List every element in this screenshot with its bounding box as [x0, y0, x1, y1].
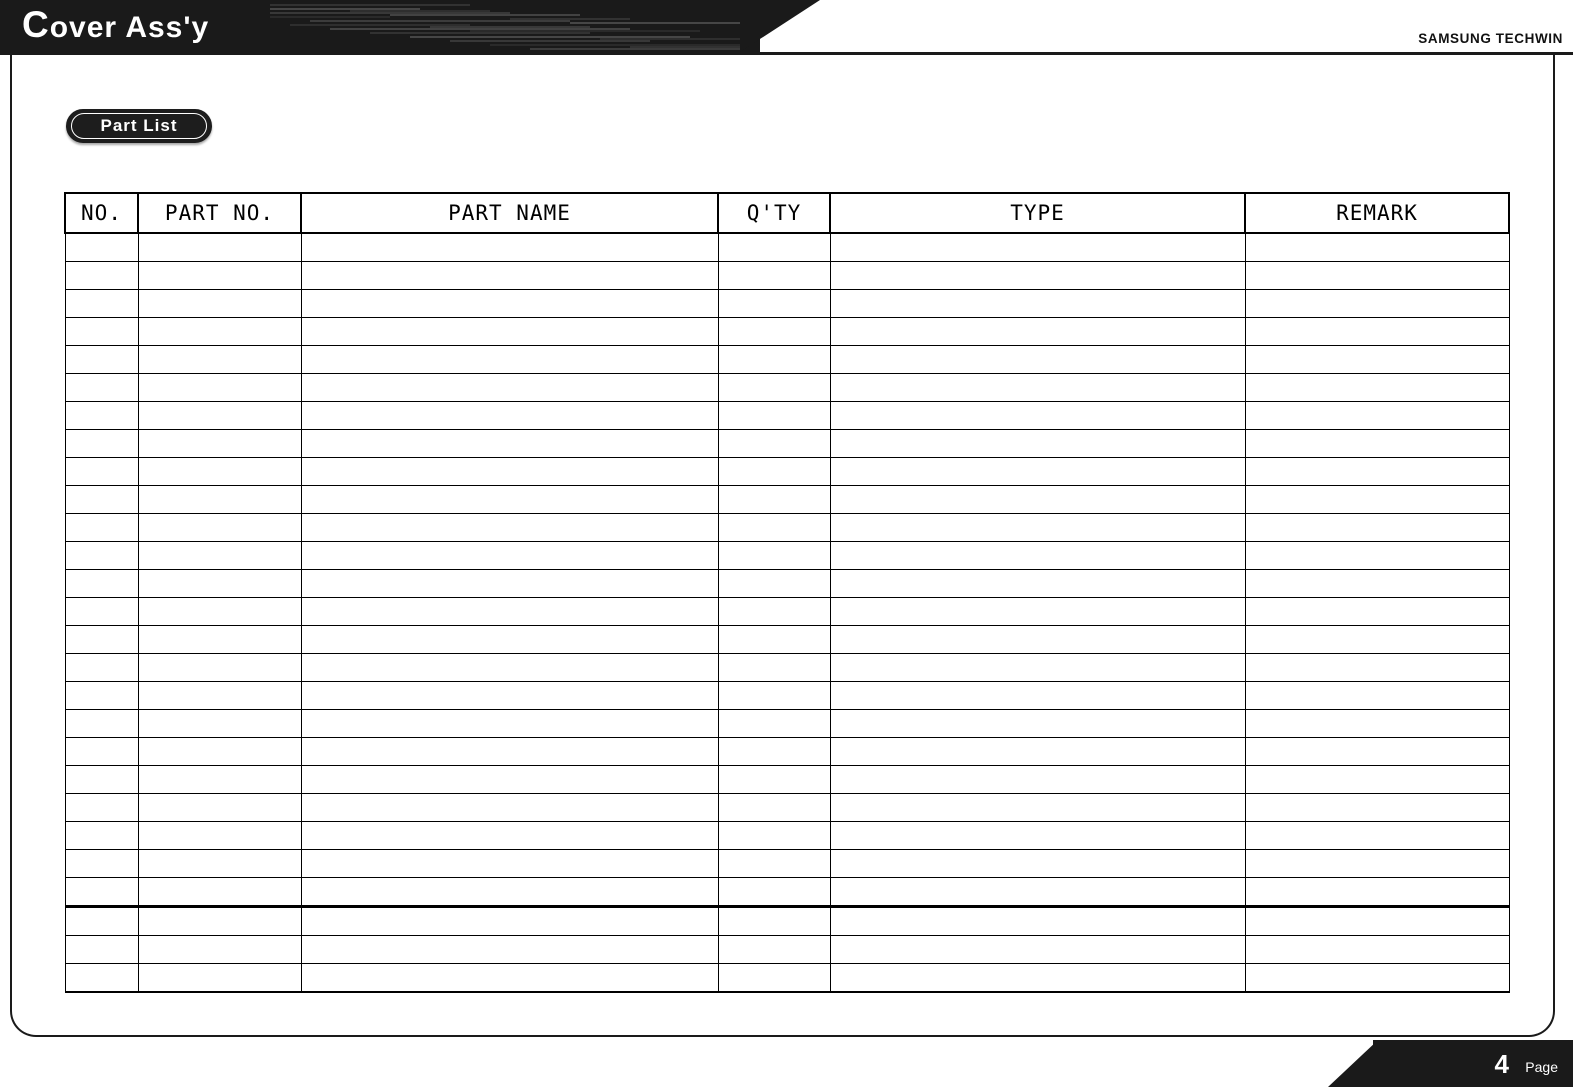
- table-cell[interactable]: [830, 682, 1245, 710]
- table-cell[interactable]: [1245, 374, 1509, 402]
- table-cell[interactable]: [138, 738, 301, 766]
- table-cell[interactable]: [718, 822, 830, 850]
- header-shine-lines: [270, 2, 740, 50]
- table-row[interactable]: [65, 290, 1509, 318]
- table-cell[interactable]: [65, 542, 138, 570]
- table-row[interactable]: [65, 514, 1509, 542]
- table-cell[interactable]: [301, 766, 718, 794]
- table-cell[interactable]: [138, 290, 301, 318]
- table-row[interactable]: [65, 682, 1509, 710]
- table-cell[interactable]: [718, 850, 830, 878]
- table-cell[interactable]: [301, 374, 718, 402]
- table-cell[interactable]: [65, 794, 138, 822]
- table-cell[interactable]: [718, 654, 830, 682]
- table-cell[interactable]: [718, 794, 830, 822]
- table-cell[interactable]: [718, 262, 830, 290]
- table-cell[interactable]: [718, 570, 830, 598]
- table-cell[interactable]: [718, 710, 830, 738]
- table-cell[interactable]: [718, 542, 830, 570]
- table-cell[interactable]: [138, 233, 301, 262]
- table-cell[interactable]: [718, 458, 830, 486]
- table-cell[interactable]: [718, 402, 830, 430]
- table-cell[interactable]: [830, 964, 1245, 993]
- table-cell[interactable]: [301, 458, 718, 486]
- table-cell[interactable]: [830, 936, 1245, 964]
- table-cell[interactable]: [301, 822, 718, 850]
- table-cell[interactable]: [830, 570, 1245, 598]
- table-row[interactable]: [65, 710, 1509, 738]
- table-cell[interactable]: [301, 907, 718, 936]
- table-cell[interactable]: [830, 542, 1245, 570]
- table-cell[interactable]: [65, 738, 138, 766]
- table-cell[interactable]: [718, 430, 830, 458]
- table-row[interactable]: [65, 936, 1509, 964]
- parts-table-header-row: [65, 193, 1509, 233]
- table-cell[interactable]: [718, 907, 830, 936]
- table-cell[interactable]: [1245, 936, 1509, 964]
- table-cell[interactable]: [138, 710, 301, 738]
- parts-table-container: [64, 192, 1508, 993]
- table-cell[interactable]: [65, 682, 138, 710]
- table-cell[interactable]: [301, 936, 718, 964]
- table-cell[interactable]: [1245, 486, 1509, 514]
- table-cell[interactable]: [1245, 766, 1509, 794]
- table-cell[interactable]: [301, 542, 718, 570]
- column-header-part-name: PART NAME: [301, 193, 718, 233]
- table-cell[interactable]: [718, 598, 830, 626]
- table-row[interactable]: [65, 850, 1509, 878]
- table-cell[interactable]: [65, 570, 138, 598]
- table-cell[interactable]: [718, 374, 830, 402]
- table-cell[interactable]: [301, 514, 718, 542]
- table-cell[interactable]: [1245, 514, 1509, 542]
- table-cell[interactable]: [301, 710, 718, 738]
- footer-slant-edge: [1328, 1040, 1378, 1087]
- table-row[interactable]: [65, 262, 1509, 290]
- page-title-rest: over Ass'y: [49, 11, 210, 44]
- table-cell[interactable]: [301, 262, 718, 290]
- table-cell[interactable]: [138, 850, 301, 878]
- table-cell[interactable]: [830, 598, 1245, 626]
- table-cell[interactable]: [65, 850, 138, 878]
- table-cell[interactable]: [830, 822, 1245, 850]
- table-cell[interactable]: [138, 430, 301, 458]
- table-cell[interactable]: [65, 290, 138, 318]
- table-cell[interactable]: [718, 766, 830, 794]
- table-cell[interactable]: [718, 318, 830, 346]
- table-row[interactable]: [65, 346, 1509, 374]
- table-cell[interactable]: [65, 374, 138, 402]
- page-title: [22, 4, 210, 45]
- table-cell[interactable]: [138, 794, 301, 822]
- table-cell[interactable]: [718, 936, 830, 964]
- table-row[interactable]: [65, 233, 1509, 262]
- table-cell[interactable]: [301, 430, 718, 458]
- table-cell[interactable]: [65, 402, 138, 430]
- table-cell[interactable]: [65, 710, 138, 738]
- table-cell[interactable]: [138, 514, 301, 542]
- table-cell[interactable]: [830, 430, 1245, 458]
- table-row[interactable]: [65, 570, 1509, 598]
- table-cell[interactable]: [1245, 964, 1509, 993]
- table-cell[interactable]: [830, 233, 1245, 262]
- column-header-qty: Q'TY: [718, 193, 830, 233]
- table-cell[interactable]: [1245, 346, 1509, 374]
- table-row[interactable]: [65, 374, 1509, 402]
- table-cell[interactable]: [138, 346, 301, 374]
- table-cell[interactable]: [138, 458, 301, 486]
- table-cell[interactable]: [830, 710, 1245, 738]
- table-cell[interactable]: [718, 626, 830, 654]
- table-cell[interactable]: [830, 878, 1245, 907]
- table-cell[interactable]: [1245, 822, 1509, 850]
- table-cell[interactable]: [830, 738, 1245, 766]
- table-cell[interactable]: [1245, 233, 1509, 262]
- table-cell[interactable]: [830, 514, 1245, 542]
- table-cell[interactable]: [138, 626, 301, 654]
- table-cell[interactable]: [830, 486, 1245, 514]
- table-cell[interactable]: [830, 346, 1245, 374]
- table-cell[interactable]: [65, 458, 138, 486]
- table-row[interactable]: [65, 766, 1509, 794]
- table-cell[interactable]: [1245, 738, 1509, 766]
- table-cell[interactable]: [1245, 794, 1509, 822]
- table-cell[interactable]: [138, 907, 301, 936]
- table-cell[interactable]: [138, 936, 301, 964]
- table-cell[interactable]: [718, 682, 830, 710]
- table-row[interactable]: [65, 486, 1509, 514]
- page-title-initial: C: [22, 4, 50, 45]
- table-cell[interactable]: [301, 402, 718, 430]
- table-cell[interactable]: [830, 766, 1245, 794]
- table-cell[interactable]: [301, 682, 718, 710]
- table-cell[interactable]: [138, 486, 301, 514]
- table-cell[interactable]: [718, 290, 830, 318]
- table-cell[interactable]: [138, 878, 301, 907]
- header-slant-edge: [740, 0, 820, 52]
- table-cell[interactable]: [65, 878, 138, 907]
- table-cell[interactable]: [718, 346, 830, 374]
- table-cell[interactable]: [1245, 430, 1509, 458]
- table-cell[interactable]: [65, 262, 138, 290]
- table-cell[interactable]: [1245, 850, 1509, 878]
- table-cell[interactable]: [830, 794, 1245, 822]
- column-header-remark: REMARK: [1245, 193, 1509, 233]
- table-cell[interactable]: [301, 964, 718, 993]
- table-row[interactable]: [65, 430, 1509, 458]
- table-cell[interactable]: [1245, 262, 1509, 290]
- brand-label: SAMSUNG TECHWIN: [1418, 31, 1563, 46]
- table-cell[interactable]: [138, 654, 301, 682]
- table-row[interactable]: [65, 878, 1509, 907]
- table-cell[interactable]: [138, 374, 301, 402]
- page-number: 4: [1494, 1049, 1509, 1079]
- table-cell[interactable]: [138, 262, 301, 290]
- table-cell[interactable]: [65, 318, 138, 346]
- table-cell[interactable]: [1245, 318, 1509, 346]
- table-cell[interactable]: [1245, 290, 1509, 318]
- page-label: Page: [1525, 1059, 1558, 1075]
- table-cell[interactable]: [830, 458, 1245, 486]
- table-cell[interactable]: [830, 290, 1245, 318]
- table-cell[interactable]: [301, 290, 718, 318]
- table-cell[interactable]: [718, 486, 830, 514]
- table-cell[interactable]: [138, 318, 301, 346]
- table-row[interactable]: [65, 794, 1509, 822]
- parts-table-body: [65, 233, 1509, 992]
- table-cell[interactable]: [1245, 542, 1509, 570]
- table-cell[interactable]: [301, 346, 718, 374]
- table-cell[interactable]: [718, 233, 830, 262]
- table-cell[interactable]: [138, 542, 301, 570]
- table-row[interactable]: [65, 738, 1509, 766]
- table-row[interactable]: [65, 822, 1509, 850]
- table-cell[interactable]: [65, 626, 138, 654]
- table-row[interactable]: [65, 964, 1509, 993]
- table-cell[interactable]: [301, 654, 718, 682]
- column-header-type: TYPE: [830, 193, 1245, 233]
- table-cell[interactable]: [301, 626, 718, 654]
- table-cell[interactable]: [301, 794, 718, 822]
- table-cell[interactable]: [138, 822, 301, 850]
- table-cell[interactable]: [65, 233, 138, 262]
- table-cell[interactable]: [301, 486, 718, 514]
- table-cell[interactable]: [301, 850, 718, 878]
- table-cell[interactable]: [301, 878, 718, 907]
- table-row[interactable]: [65, 598, 1509, 626]
- table-cell[interactable]: [301, 570, 718, 598]
- table-cell[interactable]: [1245, 402, 1509, 430]
- table-cell[interactable]: [65, 822, 138, 850]
- table-cell[interactable]: [1245, 626, 1509, 654]
- table-cell[interactable]: [1245, 654, 1509, 682]
- table-cell[interactable]: [1245, 682, 1509, 710]
- table-cell[interactable]: [1245, 710, 1509, 738]
- table-cell[interactable]: [718, 964, 830, 993]
- table-cell[interactable]: [1245, 878, 1509, 907]
- table-cell[interactable]: [65, 964, 138, 993]
- table-cell[interactable]: [830, 374, 1245, 402]
- table-cell[interactable]: [138, 598, 301, 626]
- table-cell[interactable]: [138, 570, 301, 598]
- table-cell[interactable]: [718, 738, 830, 766]
- parts-table: [64, 192, 1510, 993]
- table-row[interactable]: [65, 402, 1509, 430]
- table-cell[interactable]: [1245, 458, 1509, 486]
- table-cell[interactable]: [301, 598, 718, 626]
- table-cell[interactable]: [65, 430, 138, 458]
- page-footer: [1328, 1040, 1573, 1087]
- table-cell[interactable]: [65, 654, 138, 682]
- table-cell[interactable]: [65, 766, 138, 794]
- table-cell[interactable]: [830, 654, 1245, 682]
- table-cell[interactable]: [65, 346, 138, 374]
- table-cell[interactable]: [830, 850, 1245, 878]
- table-cell[interactable]: [138, 682, 301, 710]
- table-cell[interactable]: [830, 262, 1245, 290]
- table-cell[interactable]: [138, 766, 301, 794]
- table-cell[interactable]: [65, 486, 138, 514]
- table-cell[interactable]: [830, 318, 1245, 346]
- part-list-tab-label: Part List: [100, 116, 178, 135]
- table-cell[interactable]: [1245, 598, 1509, 626]
- table-cell[interactable]: [138, 964, 301, 993]
- table-cell[interactable]: [138, 402, 301, 430]
- table-cell[interactable]: [718, 878, 830, 907]
- table-row[interactable]: [65, 458, 1509, 486]
- table-cell[interactable]: [718, 514, 830, 542]
- table-row[interactable]: [65, 907, 1509, 936]
- table-row[interactable]: [65, 654, 1509, 682]
- table-cell[interactable]: [830, 626, 1245, 654]
- table-cell[interactable]: [301, 233, 718, 262]
- table-row[interactable]: [65, 626, 1509, 654]
- table-cell[interactable]: [301, 318, 718, 346]
- table-cell[interactable]: [65, 907, 138, 936]
- table-row[interactable]: [65, 542, 1509, 570]
- column-header-part-no: PART NO.: [138, 193, 301, 233]
- table-row[interactable]: [65, 318, 1509, 346]
- page-header: [0, 0, 1573, 56]
- table-cell[interactable]: [65, 598, 138, 626]
- table-cell[interactable]: [1245, 570, 1509, 598]
- part-list-tab: [66, 109, 212, 143]
- table-cell[interactable]: [1245, 907, 1509, 936]
- column-header-no: NO.: [65, 193, 138, 233]
- table-cell[interactable]: [301, 738, 718, 766]
- table-cell[interactable]: [65, 514, 138, 542]
- table-cell[interactable]: [65, 936, 138, 964]
- table-cell[interactable]: [830, 402, 1245, 430]
- table-cell[interactable]: [830, 907, 1245, 936]
